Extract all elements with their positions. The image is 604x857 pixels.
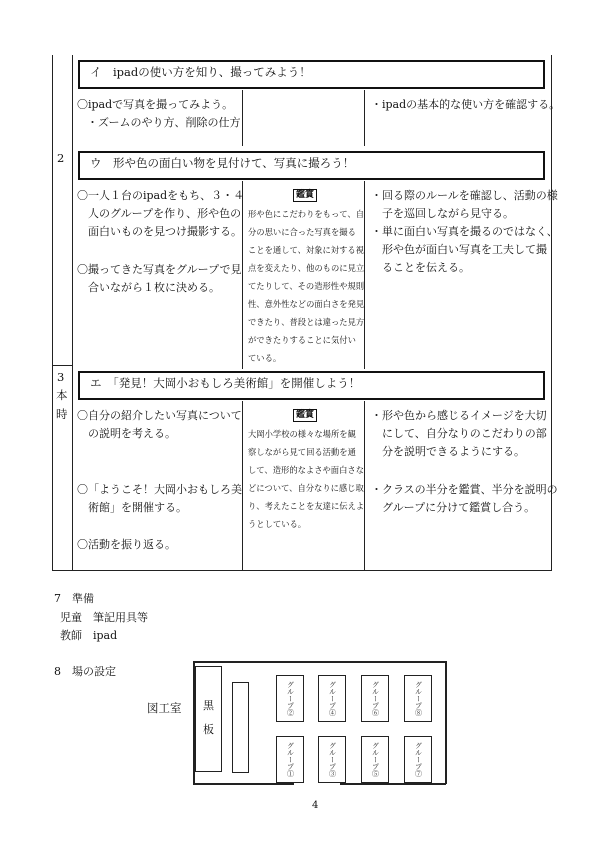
group-label: グループ④ — [328, 681, 337, 716]
u-eval-line: ことを通して、対象に対する視 — [248, 245, 364, 255]
u-support-line: ることを伝える。 — [382, 261, 470, 274]
row-number-2: 2 — [57, 151, 65, 165]
table-bottom-border — [52, 570, 552, 571]
group-table — [318, 736, 346, 783]
row-separator — [52, 365, 73, 366]
e-eval-line: 察しながら見て回る活動を通 — [248, 447, 356, 457]
group-label: グループ① — [286, 742, 295, 777]
u-eval-line: ている。 — [248, 353, 282, 363]
e-eval-line: して、造形的なよさや面白さな — [248, 465, 364, 475]
blackboard-label: 板 — [203, 723, 214, 736]
u-eval-line: 形や色にこだわりをもって、自 — [248, 209, 364, 219]
u-eval-line: 性、意外性などの面白さを発見 — [248, 299, 365, 309]
u-eval-line: ができたりすることに気付い — [248, 335, 356, 345]
e-support-line: 分を説明できるようにする。 — [382, 445, 525, 458]
col-divider-1b — [242, 181, 243, 369]
u-support-line: 形や色が面白い写真を工夫して撮 — [382, 243, 547, 256]
kansho-badge: 鑑賞 — [293, 409, 317, 422]
group-table — [318, 675, 346, 722]
u-activity-line: 合いながら１枚に決める。 — [88, 281, 220, 294]
e-support-line: ・クラスの半分を鑑賞、半分を説明の — [371, 483, 558, 496]
u-support-line: ・単に面白い写真を撮るのではなく、 — [371, 225, 558, 238]
u-eval-line: 点を変えたり、他のものに見立 — [248, 263, 365, 273]
prep-heading: 7 準備 — [54, 592, 94, 605]
section-title-u: ウ 形や色の面白い物を見付けて、写真に撮ろう！ — [90, 156, 355, 170]
u-eval-line: 分の思いに合った写真を撮る — [248, 227, 356, 237]
col-divider-1c — [242, 401, 243, 570]
room-wall-right — [445, 661, 447, 784]
room-label: 図工室 — [147, 701, 182, 715]
prep-students: 児童 筆記用具等 — [60, 611, 148, 624]
i-activity-line: ・ズームのやり方、削除の仕方 — [87, 116, 241, 129]
u-support-line: ・回る際のルールを確認し、活動の様 — [371, 189, 558, 202]
e-activity-line: 〇「ようこそ！大岡小おもしろ美 — [77, 483, 242, 496]
prep-teacher: 教師 ipad — [60, 629, 118, 642]
col-divider-2c — [364, 401, 365, 570]
section-title-i: イ ipadの使い方を知り、撮ってみよう！ — [90, 65, 311, 79]
row-number-3: 3 — [57, 370, 65, 384]
col-divider-2b — [364, 181, 365, 369]
e-support-line: ・形や色から感じるイメージを大切 — [371, 409, 547, 422]
col-divider-2a — [364, 90, 365, 146]
u-eval-line: てたりして、その造形性や規則 — [248, 281, 364, 291]
number-column-border — [72, 55, 73, 570]
section-title-e: エ 「発見！大岡小おもしろ美術館」を開催しよう！ — [90, 376, 361, 390]
e-activity-line: 術館」を開催する。 — [88, 501, 187, 514]
blackboard — [195, 666, 222, 772]
u-activity-line: 〇撮ってきた写真をグループで見 — [77, 263, 242, 276]
group-table — [404, 736, 432, 783]
i-support-line: ・ipadの基本的な使い方を確認する。 — [371, 98, 561, 111]
e-activity-line: の説明を考える。 — [88, 427, 176, 440]
i-activity-line: 〇ipadで写真を撮ってみよう。 — [77, 98, 234, 111]
page-number: 4 — [312, 800, 319, 811]
group-label: グループ② — [286, 681, 295, 716]
group-table — [404, 675, 432, 722]
u-support-line: 子を巡回しながら見守る。 — [382, 207, 514, 220]
row-label-hon: 本 — [56, 388, 68, 402]
e-support-line: にして、自分なりのこだわりの部 — [382, 427, 547, 440]
e-eval-line: 大岡小学校の様々な場所を観 — [248, 429, 356, 439]
blackboard-label: 黒 — [203, 699, 214, 712]
e-eval-line: どについて、自分なりに感じ取 — [248, 483, 364, 493]
group-label: グループ⑥ — [371, 681, 380, 716]
table-left-border — [52, 55, 53, 570]
row-label-ji: 時 — [56, 407, 68, 421]
col-divider-1a — [242, 90, 243, 146]
teacher-desk — [232, 682, 249, 773]
kansho-badge: 鑑賞 — [293, 189, 317, 202]
group-label: グループ⑤ — [371, 742, 380, 777]
group-table — [361, 736, 389, 783]
e-eval-line: り、考えたことを友達に伝えよ — [248, 501, 365, 511]
group-label: グループ⑦ — [414, 742, 423, 777]
group-label: グループ③ — [328, 742, 337, 777]
e-support-line: グループに分けて鑑賞し合う。 — [382, 501, 536, 514]
room-wall-bottom-left — [193, 783, 294, 785]
u-activity-line: 〇一人１台のipadをもち、３・４ — [77, 189, 245, 202]
group-table — [361, 675, 389, 722]
u-eval-line: できたり、普段とは違った見方 — [248, 317, 365, 327]
group-label: グループ⑧ — [414, 681, 423, 716]
group-table — [276, 736, 304, 783]
room-wall-bottom-right — [340, 783, 446, 785]
e-activity-line: 〇活動を振り返る。 — [77, 538, 176, 551]
group-table — [276, 675, 304, 722]
u-activity-line: 人のグループを作り、形や色の — [88, 207, 242, 220]
e-activity-line: 〇自分の紹介したい写真について — [77, 409, 242, 422]
u-activity-line: 面白いものを見つけ撮影する。 — [88, 225, 242, 238]
setting-heading: 8 場の設定 — [54, 665, 116, 678]
room-wall-top — [193, 661, 446, 663]
e-eval-line: うとしている。 — [248, 519, 307, 529]
